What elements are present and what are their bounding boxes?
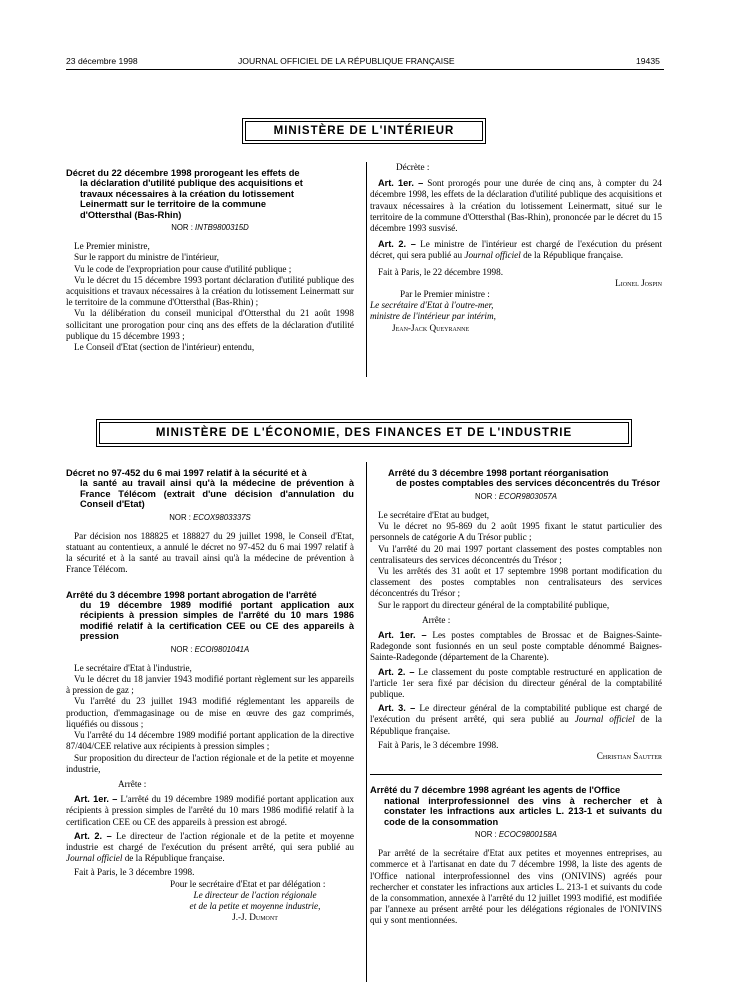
paragraph: Vu les arrêtés des 31 août et 17 septembre 1998 portant modification du classement des postes comptables non centralisateurs des services déconcentrés du Trésor ; [370, 566, 662, 599]
paragraph: Vu le code de l'expropriation pour cause d'utilité publique ; [74, 263, 292, 274]
article-label: Art. 1er. – [74, 794, 118, 805]
paragraph: Par décision nos 188825 et 188827 du 29 juillet 1998, le Conseil d'Etat, statuant au contentieux, a annulé le décret no 97-452 du 6 mai 1997 relatif à la sécurité et à la santé au travail ainsi qu'à la médecine de prévention à France Télécom. [66, 530, 354, 575]
paragraph: Vu le décret du 15 décembre 1993 portant déclaration d'utilité publique des acquisitions et travaux nécessaires à la création du lotissement Leinermatt sur le territoire de la commune d'Ottersthal (Bas-Rhin) ; [66, 274, 354, 308]
nor-reference: NOR : ECOR9803057A [475, 491, 557, 501]
arrete-title: Arrêté du 3 décembre 1998 portant réorganisation de postes comptables des services déconcentrés du Trésor [388, 468, 661, 489]
arrete-title: Arrêté du 7 décembre 1998 agréant les agents de l'Office national interprofessionnel des vins à rechercher et à constater les infractions aux articles L. 213-1 et suivants du code de la consommation [370, 785, 662, 827]
pour-line: Pour le secrétaire d'Etat et par délégation : [170, 878, 326, 889]
date-line: Fait à Paris, le 3 décembre 1998. [378, 739, 499, 750]
arrete: Arrête : [422, 614, 451, 625]
paragraph: Sur le rapport du ministre de l'intérieur, [74, 252, 219, 263]
signature: J.-J. Dumont [232, 912, 278, 923]
decree-ottersthal [66, 168, 354, 353]
right-column-lower: Arrêté du 3 décembre 1998 portant réorganisation de postes comptables des services déconcentrés du Trésor NOR : ECOR9803057A Le secrétaire d'Etat au budget, Vu le décret no 95-869 du 2 août 1995 fixant le statut particulier des personnels de catégorie A du Trésor public ; Vu l'arrêté du 20 mai 1997 portant classement des postes comptables non centralisateurs des services déconcentrés du Trésor ; Vu les arrêtés des 31 août et 17 septembre 1998 portant modification du classement des postes comptables non centralisateurs des services déconcentrés du Trésor ; Sur le rapport du directeur général de la comptabilité publique, Arrête : Art. 1er. – Les postes comptables de Brossac et de Baignes-Sainte-Radegonde sont fusionnés en un seul poste comptable dénommé Baignes-Sainte-Radegonde (département de la Charente). Art. 2. – Le classement du poste comptable restructuré en application de l'article 1er sera fixé par décision du directeur général de la comptabilité publique. Art. 3. – Le directeur général de la comptabilité publique est chargé de l'exécution du présent arrêté, qui sera publié au Journal officiel de la République française. Fait à Paris, le 3 décembre 1998. Christian Sautter Arrêté du 7 décembre 1998 agréant les agents de l'Office national interprofessionnel des vins à rechercher et à constater les infractions aux articles L. 213-1 et suivants du code de la consommation NOR : ECOC9800158A Par arrêté de la secrétaire d'Etat aux petites et moyennes entreprises, au commerce et à l'artisanat en date du 7 décembre 1998, la liste des agents de l'Office national interprofessionnel des vins (ONIVINS) agréés pour rechercher et constater les infractions aux articles L. 213-1 et suivants du code de la consommation, annexée à l'arrêté du 12 juillet 1993 modifié, est modifiée par l'annexe au présent arrêté pour les délégations régionales de l'ONIVINS qui y sont mentionnées. [370, 468, 662, 926]
title-line: travaux nécessaires à la création du lotissement [80, 188, 294, 199]
paragraph: Sur le rapport du directeur général de la comptabilité publique, [378, 599, 610, 610]
article-label: Art. 2. – [378, 239, 416, 250]
nor-reference: NOR : ECOX9803337S [169, 512, 251, 522]
header-date: 23 décembre 1998 [66, 56, 138, 66]
paragraph: Vu la délibération du conseil municipal d'Ottersthal du 21 août 1998 sollicitant une prorogation pour cinq ans des effets de la déclaration d'utilité publique du 15 décembre 1993 ; [66, 308, 354, 341]
nor-reference: NOR : ECOC9800158A [475, 829, 557, 839]
signatory-title: Le directeur de l'action régionale [193, 889, 317, 900]
article-label: Art. 3. – [378, 703, 416, 714]
article-label: Art. 2. – [74, 830, 112, 841]
ministry-interior-box: MINISTÈRE DE L'INTÉRIEUR [245, 121, 483, 141]
header-rule [66, 69, 664, 70]
nor-reference: NOR : ECOI9801041A [170, 644, 250, 654]
par-line: Par le Premier ministre : [400, 289, 490, 300]
paragraph: Le secrétaire d'Etat au budget, [378, 510, 490, 521]
title-line: la déclaration d'utilité publique des acquisitions et [80, 178, 303, 189]
decree-ottersthal-cont: Décrète : Art. 1er. – Sont prorogés pour une durée de cinq ans, à compter du 24 décembre 1998, les effets de la déclaration d'utilité publique des acquisitions et travaux nécessaires à la création du lotissement Leinermatt, situé sur le territoire de la commune d'Ottersthal (Bas-Rhin), prononcée par le décret du 15 décembre 1993 susvisé. Art. 2. – Le ministre de l'intérieur est chargé de l'exécution du présent décret, qui sera publié au Journal officiel de la République française. Fait à Paris, le 22 décembre 1998. Lionel Jospin Par le Premier ministre : Le secrétaire d'Etat à l'outre-mer, ministre de l'intérieur par intérim, Jean-Jack Queyranne [370, 162, 663, 333]
paragraph: Le Premier ministre, [74, 241, 150, 252]
signatory-title: et de la petite et moyenne industrie, [189, 900, 321, 911]
signature: Jean-Jack Queyranne [392, 322, 470, 333]
signature: Christian Sautter [596, 751, 662, 762]
paragraph: Vu l'arrêté du 20 mai 1997 portant classement des postes comptables non centralisateurs des services déconcentrés du Trésor ; [370, 543, 662, 565]
date-line: Fait à Paris, le 22 décembre 1998. [378, 266, 504, 277]
ministry-economy-box: MINISTÈRE DE L'ÉCONOMIE, DES FINANCES ET DE L'INDUSTRIE [99, 422, 629, 444]
column-divider [366, 462, 367, 982]
article-text: Sont prorogés pour une durée de cinq ans, à compter du 24 décembre 1998, les effets de la déclaration d'utilité publique des acquisitions et travaux nécessaires à la création du lotissement Leinermatt, situé sur le territoire de la commune d'Ottersthal (Bas-Rhin), prononcée par le décret du 15 décembre 1993 susvisé. [370, 178, 662, 234]
page-number: 19435 [636, 56, 660, 66]
title-line: Leinermatt sur le territoire de la commune [80, 199, 266, 210]
journal-title: JOURNAL OFFICIEL DE LA RÉPUBLIQUE FRANÇAISE [238, 56, 455, 66]
article-label: Art. 1er. – [378, 630, 427, 641]
arrete: Arrête : [118, 778, 147, 789]
date-line: Fait à Paris, le 3 décembre 1998. [74, 867, 195, 878]
nor-reference: NOR : INTB9800315D [171, 223, 249, 233]
paragraph: Vu le décret no 95-869 du 2 août 1995 fixant le statut particulier des personnels de catégorie A du Trésor public ; [370, 521, 662, 543]
article-label: Art. 1er. – [378, 178, 424, 189]
paragraph: Par arrêté de la secrétaire d'Etat aux petites et moyennes entreprises, au commerce et à l'artisanat en date du 7 décembre 1998, la liste des agents de l'Office national interprofessionnel des vins (ONIVINS) agréés pour rechercher et constater les infractions aux articles L. 213-1 et suivants du code de la consommation, annexée à l'arrêté du 12 juillet 1993 modifié, est modifiée par l'annexe au présent arrêté pour les délégations régionales de l'ONIVINS qui y sont mentionnées. [370, 848, 662, 926]
decree-title: Décret no 97-452 du 6 mai 1997 relatif à la sécurité et à la santé au travail ainsi qu'à la médecine de prévention à France Télécom (extrait d'une décision d'annulation du Conseil d'Etat) [66, 468, 354, 510]
title-line: d'Ottersthal (Bas-Rhin) [80, 209, 182, 220]
paragraph: Le Conseil d'Etat (section de l'intérieur) entendu, [74, 342, 255, 353]
paragraph: Vu l'arrêté du 14 décembre 1989 modifié portant application de la directive 87/404/CEE relative aux récipients à pression simples ; [66, 730, 354, 752]
signature: Lionel Jospin [615, 277, 662, 288]
section-rule [370, 774, 662, 775]
decree-title [66, 168, 354, 220]
paragraph: Le secrétaire d'Etat à l'industrie, [74, 662, 192, 673]
column-divider [366, 162, 367, 377]
article-label: Art. 2. – [378, 666, 415, 677]
arrete-title: Arrêté du 3 décembre 1998 portant abrogation de l'arrêté du 19 décembre 1989 modifié portant application aux récipients à pression simples de l'arrêté du 10 mars 1986 modifié relatif à la certification CEE ou CE des appareils à pression [66, 589, 354, 642]
decrete: Décrète : [396, 162, 430, 172]
signatory-title: Le secrétaire d'Etat à l'outre-mer, [370, 300, 494, 311]
paragraph: Sur proposition du directeur de l'action régionale et de la petite et moyenne industrie, [66, 752, 354, 774]
paragraph: Vu le décret du 18 janvier 1943 modifié portant règlement sur les appareils à pression de gaz ; [66, 674, 354, 696]
left-column-lower: Décret no 97-452 du 6 mai 1997 relatif à la sécurité et à la santé au travail ainsi qu'à la médecine de prévention à France Télécom (extrait d'une décision d'annulation du Conseil d'Etat) NOR : ECOX9803337S Par décision nos 188825 et 188827 du 29 juillet 1998, le Conseil d'Etat, statuant au contentieux, a annulé le décret no 97-452 du 6 mai 1997 relatif à la sécurité et à la santé au travail ainsi qu'à la médecine de prévention à France Télécom. Arrêté du 3 décembre 1998 portant abrogation de l'arrêté du 19 décembre 1989 modifié portant application aux récipients à pression simples de l'arrêté du 10 mars 1986 modifié relatif à la certification CEE ou CE des appareils à pression NOR : ECOI9801041A Le secrétaire d'Etat à l'industrie, Vu le décret du 18 janvier 1943 modifié portant règlement sur les appareils à pression de gaz ; Vu l'arrêté du 23 juillet 1943 modifié réglementant les appareils de production, d'emmagasinage ou de mise en œuvre des gaz comprimés, liquéfiés ou dissous ; Vu l'arrêté du 14 décembre 1989 modifié portant application de la directive 87/404/CEE relative aux récipients à pression simples ; Sur proposition du directeur de l'action régionale et de la petite et moyenne industrie, Arrête : Art. 1er. – L'arrêté du 19 décembre 1989 modifié portant application aux récipients à pression simples de l'arrêté du 10 mars 1986 modifié relatif à la certification CEE ou CE des appareils à pression est abrogé. Art. 2. – Le directeur de l'action régionale et de la petite et moyenne industrie est chargé de l'exécution du présent arrêté, qui sera publié au Journal officiel de la République française. Fait à Paris, le 3 décembre 1998. Pour le secrétaire d'Etat et par délégation : Le directeur de l'action régionale et de la petite et moyenne industrie, J.-J. Dumont [66, 468, 354, 923]
signatory-title: ministre de l'intérieur par intérim, [370, 311, 496, 322]
paragraph: Vu l'arrêté du 23 juillet 1943 modifié réglementant les appareils de production, d'emmagasinage ou de mise en œuvre des gaz comprimés, liquéfiés ou dissous ; [66, 696, 354, 729]
title-line: Décret du 22 décembre 1998 prorogeant les effets de [66, 168, 300, 178]
